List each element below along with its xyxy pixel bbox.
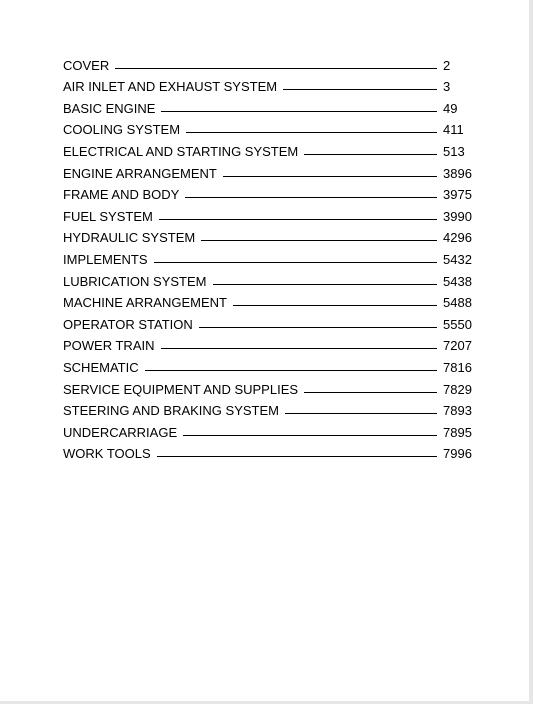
toc-leader-line (201, 240, 437, 241)
toc-entry-title: UNDERCARRIAGE (63, 424, 178, 440)
toc-entry-title: ELECTRICAL AND STARTING SYSTEM (63, 143, 299, 159)
toc-entry-page: 5432 (443, 251, 472, 267)
toc-entry-hydraulic-system[interactable] (63, 225, 473, 247)
toc-entry-undercarriage[interactable] (63, 419, 473, 441)
toc-entry-fuel-system[interactable] (63, 203, 473, 225)
toc-entry-page: 3896 (443, 165, 472, 181)
toc-entry-title: LUBRICATION SYSTEM (63, 273, 207, 289)
toc-leader-line (154, 262, 437, 263)
toc-entry-page: 49 (443, 100, 458, 116)
toc-entry-title: AIR INLET AND EXHAUST SYSTEM (63, 79, 278, 95)
toc-leader-line (157, 456, 437, 457)
toc-entry-title: HYDRAULIC SYSTEM (63, 230, 196, 246)
toc-leader-line (161, 348, 438, 349)
toc-entry-title: STEERING AND BRAKING SYSTEM (63, 403, 279, 419)
toc-entry-title: IMPLEMENTS (63, 251, 148, 267)
toc-entry-schematic[interactable] (63, 354, 473, 376)
toc-entry-page: 7895 (443, 424, 472, 440)
toc-entry-title: COVER (63, 57, 110, 73)
toc-leader-line (159, 219, 437, 220)
toc-entry-electrical-and-starting-system[interactable] (63, 138, 473, 160)
toc-entry-lubrication-system[interactable] (63, 268, 473, 290)
toc-entry-steering-and-braking-system[interactable] (63, 398, 473, 420)
toc-entry-frame-and-body[interactable] (63, 182, 473, 204)
toc-leader-line (304, 154, 437, 155)
toc-entry-machine-arrangement[interactable] (63, 290, 473, 312)
table-of-contents (63, 52, 473, 462)
toc-entry-cover[interactable] (63, 52, 473, 74)
toc-entry-page: 5550 (443, 316, 472, 332)
toc-entry-title: ENGINE ARRANGEMENT (63, 165, 217, 181)
toc-leader-line (283, 89, 437, 90)
toc-leader-line (304, 392, 437, 393)
toc-entry-power-train[interactable] (63, 333, 473, 355)
toc-entry-page: 3 (443, 79, 451, 95)
toc-entry-service-equipment-and-supplies[interactable] (63, 376, 473, 398)
toc-entry-engine-arrangement[interactable] (63, 160, 473, 182)
toc-entry-implements[interactable] (63, 246, 473, 268)
toc-entry-title: OPERATOR STATION (63, 316, 193, 332)
toc-entry-cooling-system[interactable] (63, 117, 473, 139)
toc-entry-title: SCHEMATIC (63, 359, 139, 375)
toc-entry-page: 5488 (443, 295, 472, 311)
toc-entry-air-inlet-and-exhaust-system[interactable] (63, 74, 473, 96)
toc-entry-work-tools[interactable] (63, 441, 473, 463)
toc-leader-line (183, 435, 437, 436)
toc-entry-title: FRAME AND BODY (63, 187, 180, 203)
toc-entry-page: 7893 (443, 403, 472, 419)
toc-entry-page: 3975 (443, 187, 472, 203)
toc-entry-page: 3990 (443, 208, 472, 224)
toc-entry-page: 7996 (443, 446, 472, 462)
toc-entry-page: 411 (443, 122, 464, 138)
toc-leader-line (161, 111, 437, 112)
toc-entry-page: 513 (443, 143, 465, 159)
toc-leader-line (285, 413, 437, 414)
toc-entry-title: POWER TRAIN (63, 338, 155, 354)
toc-leader-line (199, 327, 437, 328)
toc-leader-line (145, 370, 437, 371)
toc-entry-title: FUEL SYSTEM (63, 208, 153, 224)
toc-entry-page: 7829 (443, 381, 472, 397)
toc-entry-title: WORK TOOLS (63, 446, 151, 462)
toc-entry-title: COOLING SYSTEM (63, 122, 181, 138)
toc-leader-line (185, 197, 437, 198)
toc-leader-line (115, 68, 437, 69)
toc-leader-line (186, 132, 437, 133)
page-edge-right (529, 0, 533, 704)
toc-leader-line (223, 176, 437, 177)
toc-entry-page: 7816 (443, 359, 472, 375)
toc-entry-page: 4296 (443, 230, 472, 246)
toc-entry-title: SERVICE EQUIPMENT AND SUPPLIES (63, 381, 299, 397)
toc-entry-basic-engine[interactable] (63, 95, 473, 117)
toc-entry-page: 5438 (443, 273, 472, 289)
toc-entry-page: 2 (443, 57, 451, 73)
toc-entry-page: 7207 (443, 338, 472, 354)
toc-leader-line (213, 284, 437, 285)
toc-leader-line (233, 305, 437, 306)
toc-entry-title: MACHINE ARRANGEMENT (63, 295, 227, 311)
toc-entry-title: BASIC ENGINE (63, 100, 156, 116)
toc-entry-operator-station[interactable] (63, 311, 473, 333)
